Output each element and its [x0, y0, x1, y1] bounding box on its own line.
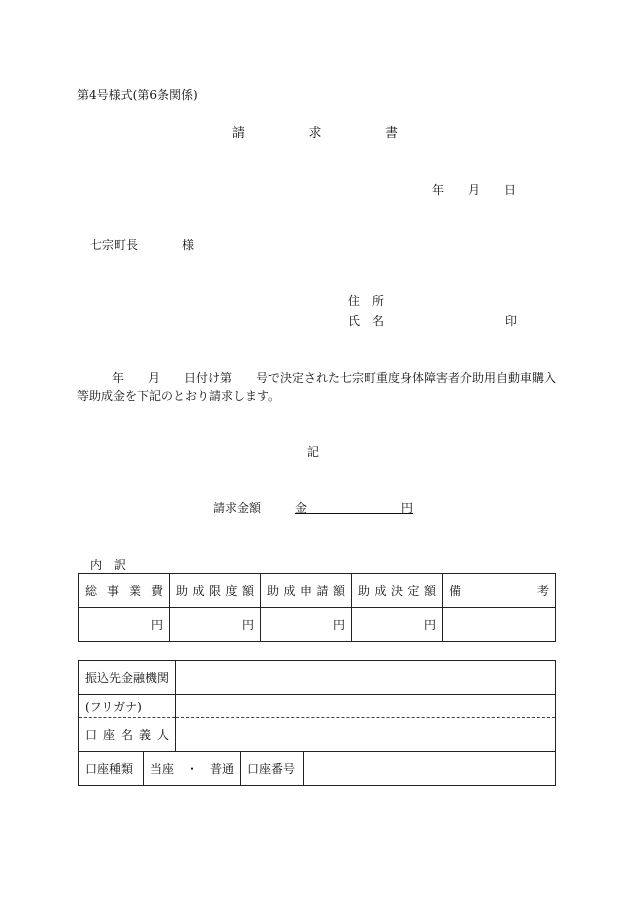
address-label: 住 所	[348, 294, 385, 308]
breakdown-value-row	[79, 608, 556, 642]
kana-row	[79, 695, 556, 718]
addressee-name: 七宗町長	[90, 238, 139, 252]
title-char-1: 請	[232, 126, 246, 141]
title-char-3: 書	[384, 126, 398, 141]
holder-label-text: 口 座 名 義 人	[85, 728, 169, 742]
breakdown-table	[78, 573, 556, 642]
bank-row	[79, 661, 556, 695]
limit-cell[interactable]: 円	[170, 608, 261, 642]
remarks-char-1: 備	[449, 584, 462, 598]
header-remarks	[443, 574, 556, 608]
body-text-line-2: 等助成金を下記のとおり請求します。	[77, 389, 281, 403]
holder-label	[79, 718, 176, 752]
form-number-label: 第4号様式(第6条関係)	[77, 88, 198, 102]
remarks-cell[interactable]	[443, 608, 556, 642]
amount-prefix: 金	[295, 501, 308, 515]
addressee-honorific: 様	[182, 238, 195, 252]
amount-label: 請求金額	[213, 501, 262, 515]
account-type-options[interactable]: 当座 ・ 普通	[143, 752, 240, 785]
account-number-input[interactable]	[303, 752, 555, 785]
header-decided-text: 助 成 決 定 額	[358, 584, 436, 598]
date-month: 月	[467, 183, 480, 197]
holder-input[interactable]	[176, 718, 556, 752]
decided-cell[interactable]: 円	[352, 608, 443, 642]
holder-row	[79, 718, 556, 752]
title-char-2: 求	[308, 126, 322, 141]
body-text-line-1: 年 月 日付け第 号で決定された七宗町重度身体障害者介助用自動車購入	[112, 371, 557, 385]
kana-input[interactable]	[176, 695, 556, 718]
date-year: 年	[432, 183, 445, 197]
header-total-cost	[79, 574, 170, 608]
account-cell	[79, 752, 556, 786]
account-number-label: 口座番号	[240, 752, 303, 785]
remarks-char-2: 考	[536, 584, 549, 598]
breakdown-header-row	[79, 574, 556, 608]
requested-cell[interactable]: 円	[261, 608, 352, 642]
name-label: 氏 名	[348, 314, 385, 328]
amount-field[interactable]	[295, 499, 413, 514]
total-cost-cell[interactable]: 円	[79, 608, 170, 642]
account-type-label: 口座種類	[85, 762, 134, 776]
header-requested-text: 助 成 申 請 額	[267, 584, 345, 598]
header-requested	[261, 574, 352, 608]
header-limit-text: 助 成 限 度 額	[176, 584, 254, 598]
amount-suffix: 円	[400, 501, 413, 515]
bank-table	[78, 660, 556, 786]
header-limit	[170, 574, 261, 608]
bank-input[interactable]	[176, 661, 556, 695]
date-day: 日	[503, 183, 516, 197]
header-decided	[352, 574, 443, 608]
account-row	[79, 752, 556, 786]
kana-label: (フリガナ)	[79, 695, 176, 718]
document-title	[232, 122, 398, 141]
ki-heading: 記	[307, 445, 320, 459]
breakdown-label: 内 訳	[90, 558, 127, 572]
date-line	[432, 181, 516, 198]
bank-label: 振込先金融機関	[79, 661, 176, 695]
header-total-cost-text: 総 事 業 費	[85, 584, 163, 598]
seal-mark: 印	[505, 314, 518, 328]
